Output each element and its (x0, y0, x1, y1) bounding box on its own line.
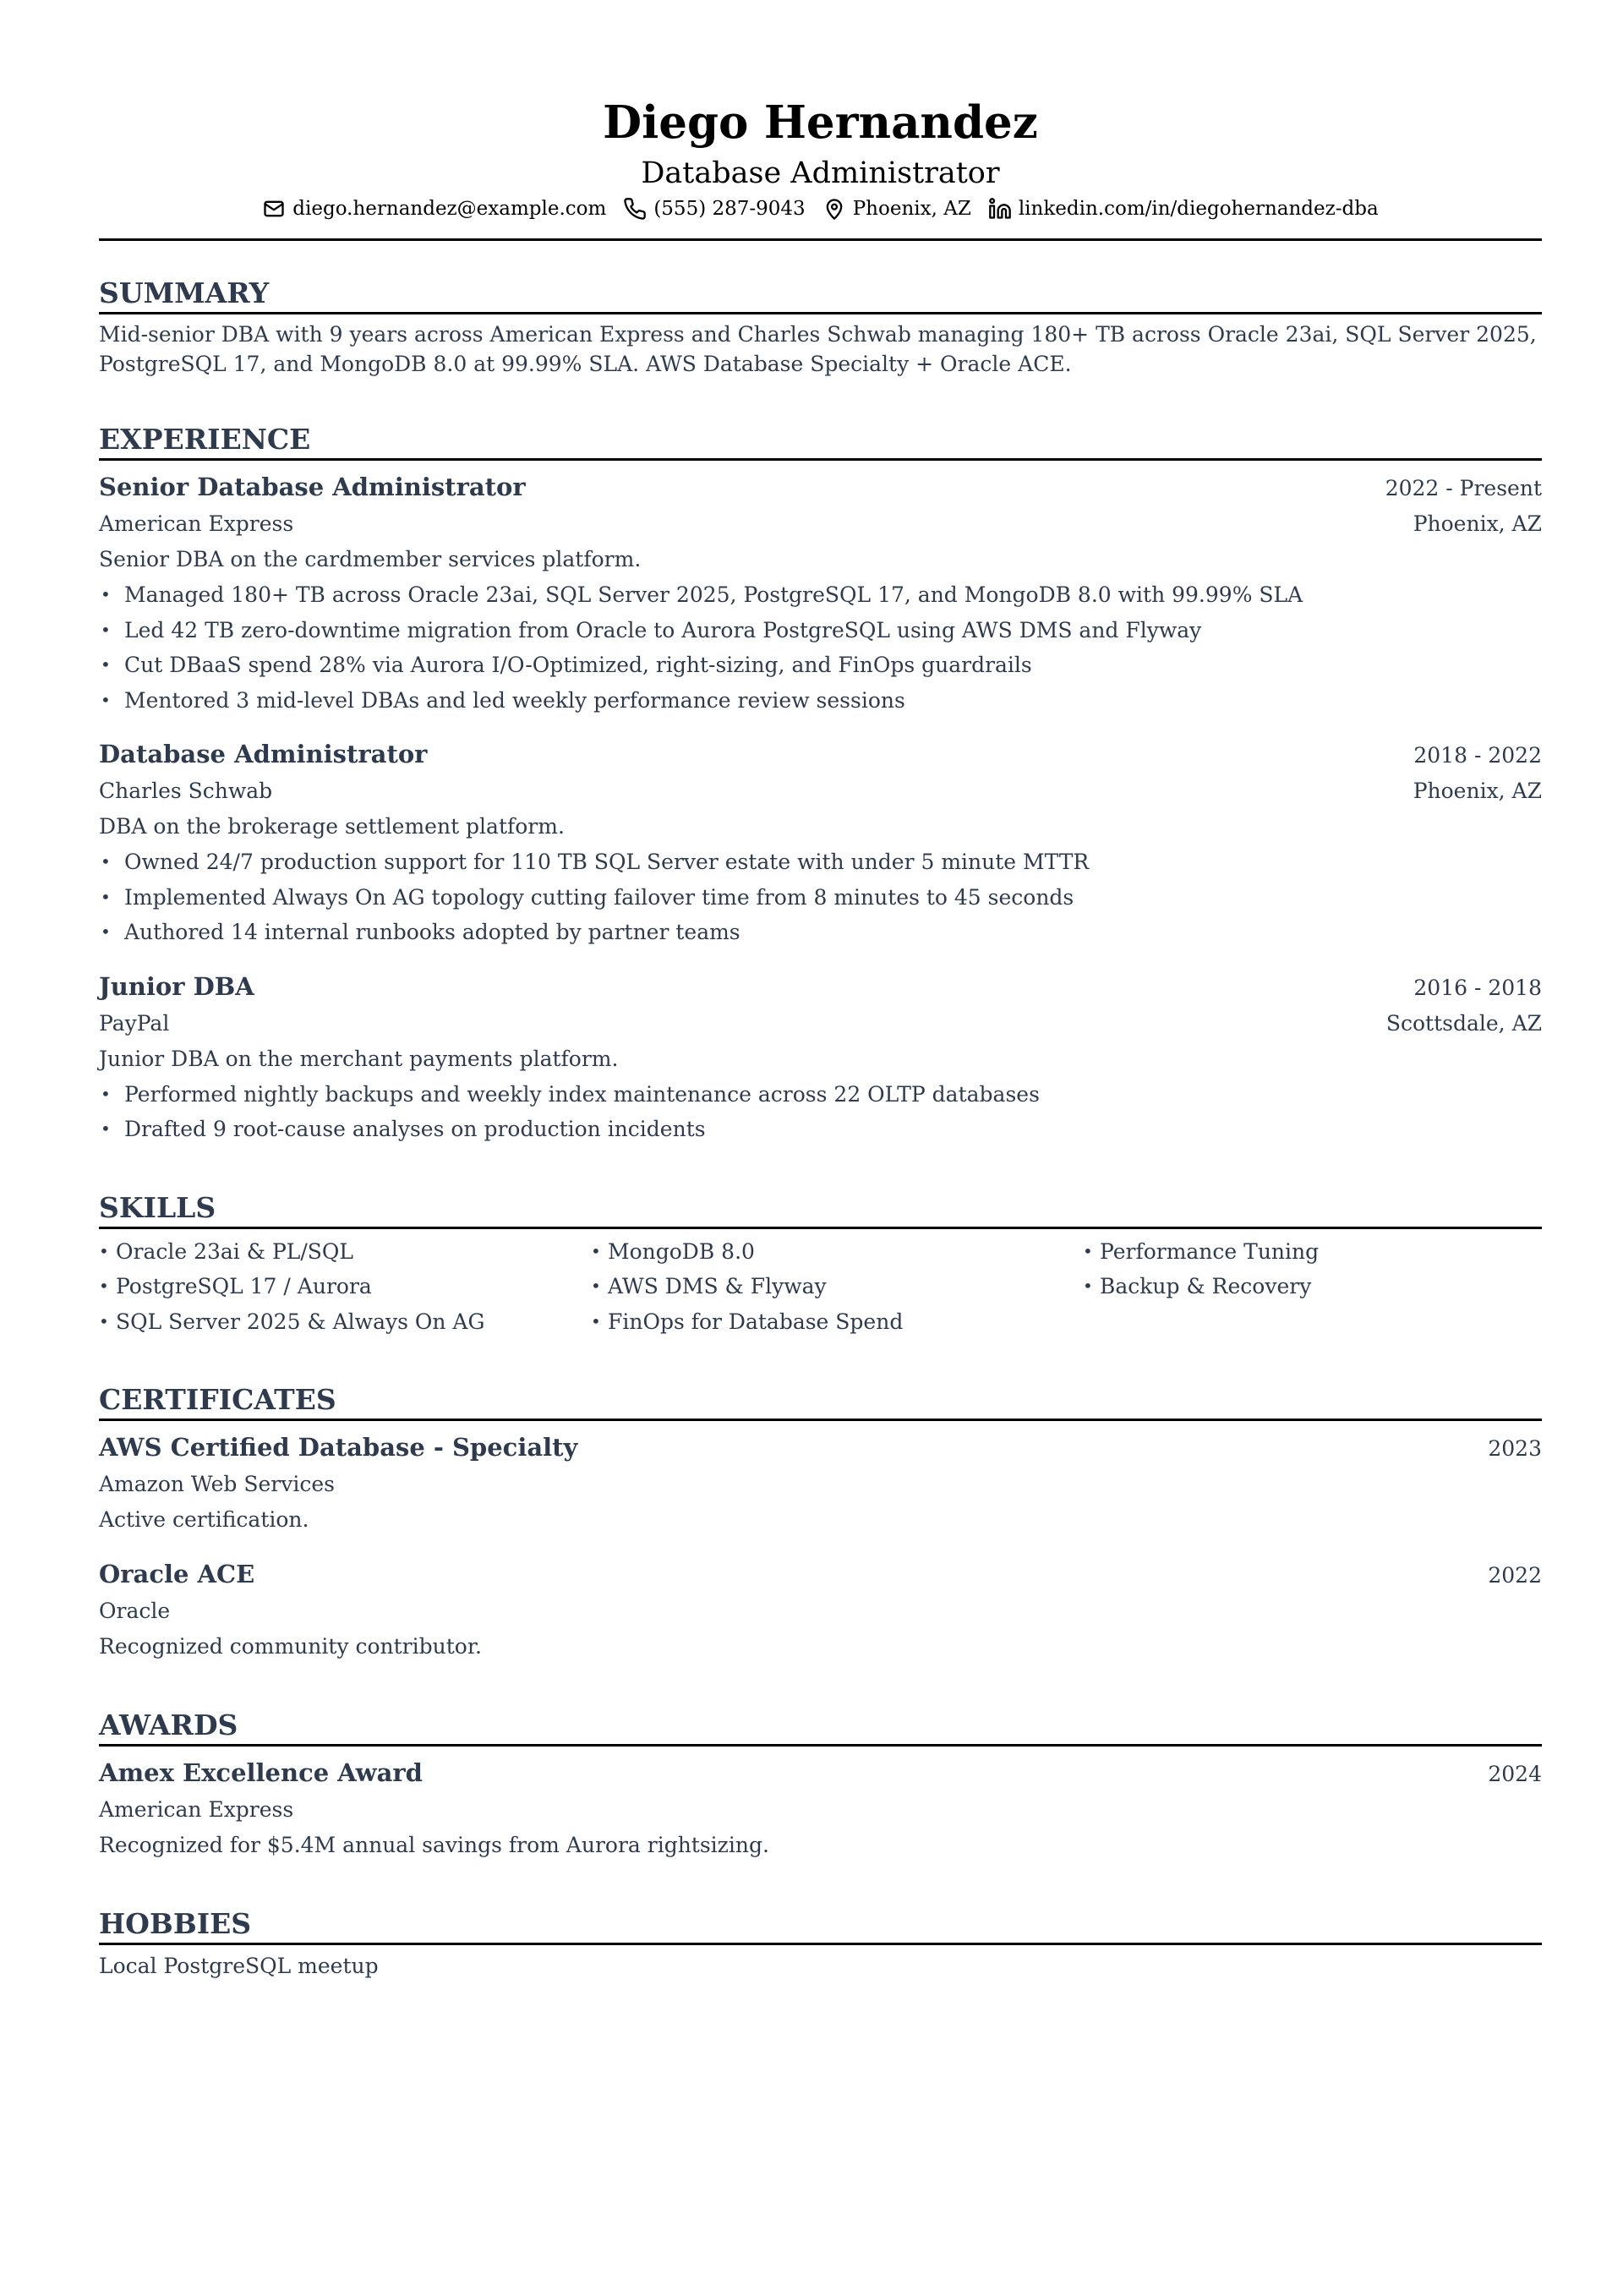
award-year: 2024 (1488, 1762, 1542, 1786)
job-bullet: • Mentored 3 mid-level DBAs and led weekly performance review sessions (99, 683, 1542, 719)
skill-item: • AWS DMS & Flyway (591, 1269, 1083, 1304)
email-text: diego.hernandez@example.com (292, 198, 607, 220)
award-entry (99, 1755, 1542, 1863)
job-title: Junior DBA (99, 971, 254, 1001)
job-bullet: • Implemented Always On AG topology cutting failover time from 8 minutes to 45 seconds (99, 880, 1542, 916)
skill-item: • Backup & Recovery (1083, 1269, 1542, 1304)
section-heading-awards: AWARDS (99, 1707, 1542, 1747)
job-bullet: • Managed 180+ TB across Oracle 23ai, SQL Server 2025, PostgreSQL 17, and MongoDB 8.0 with 99.99% SLA (99, 577, 1542, 613)
section-heading-summary: SUMMARY (99, 275, 1542, 314)
certificate-description: Active certification. (99, 1507, 309, 1532)
phone-icon (623, 197, 647, 221)
certificate-issuer: Amazon Web Services (99, 1472, 335, 1496)
job-bullets (99, 1077, 1542, 1147)
section-heading-hobbies: HOBBIES (99, 1905, 1542, 1945)
job-bullet: • Performed nightly backups and weekly index maintenance across 22 OLTP databases (99, 1077, 1542, 1112)
skills-column (591, 1234, 1083, 1340)
skill-item: • FinOps for Database Spend (591, 1304, 1083, 1340)
contact-linkedin[interactable] (988, 194, 1379, 223)
certificate-entry (99, 1556, 1542, 1665)
summary-text: Mid-senior DBA with 9 years across American Express and Charles Schwab managing 180+ TB across Oracle 23ai, SQL Server 2025, PostgreSQL 17, and MongoDB 8.0 at 99.99% SLA. AWS Database Specialty + Oracle ACE. (99, 322, 1537, 376)
skill-item: • SQL Server 2025 & Always On AG (99, 1304, 591, 1340)
job-bullet: • Owned 24/7 production support for 110 TB SQL Server estate with under 5 minute MTTR (99, 845, 1542, 880)
experience-entry (99, 469, 1542, 718)
section-heading-experience: EXPERIENCE (99, 421, 1542, 461)
company-name: PayPal (99, 1010, 170, 1036)
linkedin-icon (988, 197, 1012, 221)
award-issuer: American Express (99, 1797, 294, 1822)
certificate-issuer: Oracle (99, 1599, 171, 1623)
experience-entry (99, 969, 1542, 1147)
certificate-description: Recognized community contributor. (99, 1634, 482, 1659)
award-title: Amex Excellence Award (99, 1758, 423, 1787)
job-bullets (99, 845, 1542, 950)
hobbies-section (99, 1905, 1542, 1984)
job-dates: 2016 - 2018 (1413, 975, 1542, 1000)
location-pin-icon (822, 197, 846, 221)
linkedin-text: linkedin.com/in/diegohernandez-dba (1018, 198, 1379, 220)
mail-icon (262, 197, 286, 221)
phone-text: (555) 287-9043 (653, 198, 806, 220)
certificate-year: 2023 (1488, 1436, 1542, 1461)
award-description: Recognized for $5.4M annual savings from Aurora rightsizing. (99, 1833, 769, 1857)
skills-section (99, 1189, 1542, 1340)
job-bullet: • Authored 14 internal runbooks adopted by partner teams (99, 915, 1542, 950)
resume-header (99, 0, 1542, 241)
skills-grid (99, 1234, 1542, 1340)
job-dates: 2022 - Present (1385, 476, 1542, 500)
contact-phone[interactable] (623, 194, 805, 223)
job-bullets (99, 577, 1542, 718)
experience-entry (99, 736, 1542, 950)
section-heading-certificates: CERTIFICATES (99, 1381, 1542, 1421)
awards-section (99, 1707, 1542, 1863)
job-location: Phoenix, AZ (1413, 779, 1542, 803)
candidate-name: Diego Hernandez (603, 96, 1038, 149)
skills-column (1083, 1234, 1542, 1340)
section-heading-skills: SKILLS (99, 1189, 1542, 1229)
experience-section (99, 421, 1542, 1147)
resume-page (99, 0, 1542, 1984)
skills-column (99, 1234, 591, 1340)
contact-location (822, 194, 971, 223)
certificate-title: AWS Certified Database - Specialty (99, 1433, 578, 1462)
hobby-item: Local PostgreSQL meetup (99, 1954, 379, 1978)
job-bullet: • Led 42 TB zero-downtime migration from Oracle to Aurora PostgreSQL using AWS DMS and Flyway (99, 613, 1542, 648)
job-location: Scottsdale, AZ (1385, 1010, 1542, 1036)
company-name: American Express (99, 511, 294, 536)
certificates-section (99, 1381, 1542, 1665)
job-dates: 2018 - 2022 (1413, 743, 1542, 768)
header-divider (99, 238, 1542, 241)
summary-section (99, 275, 1542, 379)
candidate-title: Database Administrator (641, 156, 1000, 190)
certificate-title: Oracle ACE (99, 1560, 255, 1588)
contact-email[interactable] (262, 194, 606, 223)
location-text: Phoenix, AZ (852, 198, 971, 220)
skill-item: • MongoDB 8.0 (591, 1234, 1083, 1270)
certificate-year: 2022 (1488, 1563, 1542, 1588)
job-description: DBA on the brokerage settlement platform. (99, 814, 565, 839)
job-location: Phoenix, AZ (1413, 511, 1542, 536)
contact-line (99, 194, 1542, 223)
job-description: Senior DBA on the cardmember services platform. (99, 547, 642, 571)
skill-item: • PostgreSQL 17 / Aurora (99, 1269, 591, 1304)
job-title: Senior Database Administrator (99, 473, 526, 501)
skill-item: • Oracle 23ai & PL/SQL (99, 1234, 591, 1270)
job-title: Database Administrator (99, 740, 428, 768)
company-name: Charles Schwab (99, 779, 273, 803)
job-description: Junior DBA on the merchant payments platform. (99, 1046, 619, 1071)
job-bullet: • Drafted 9 root-cause analyses on production incidents (99, 1112, 1542, 1147)
certificate-entry (99, 1430, 1542, 1538)
skill-item: • Performance Tuning (1083, 1234, 1542, 1270)
job-bullet: • Cut DBaaS spend 28% via Aurora I/O-Optimized, right-sizing, and FinOps guardrails (99, 648, 1542, 683)
